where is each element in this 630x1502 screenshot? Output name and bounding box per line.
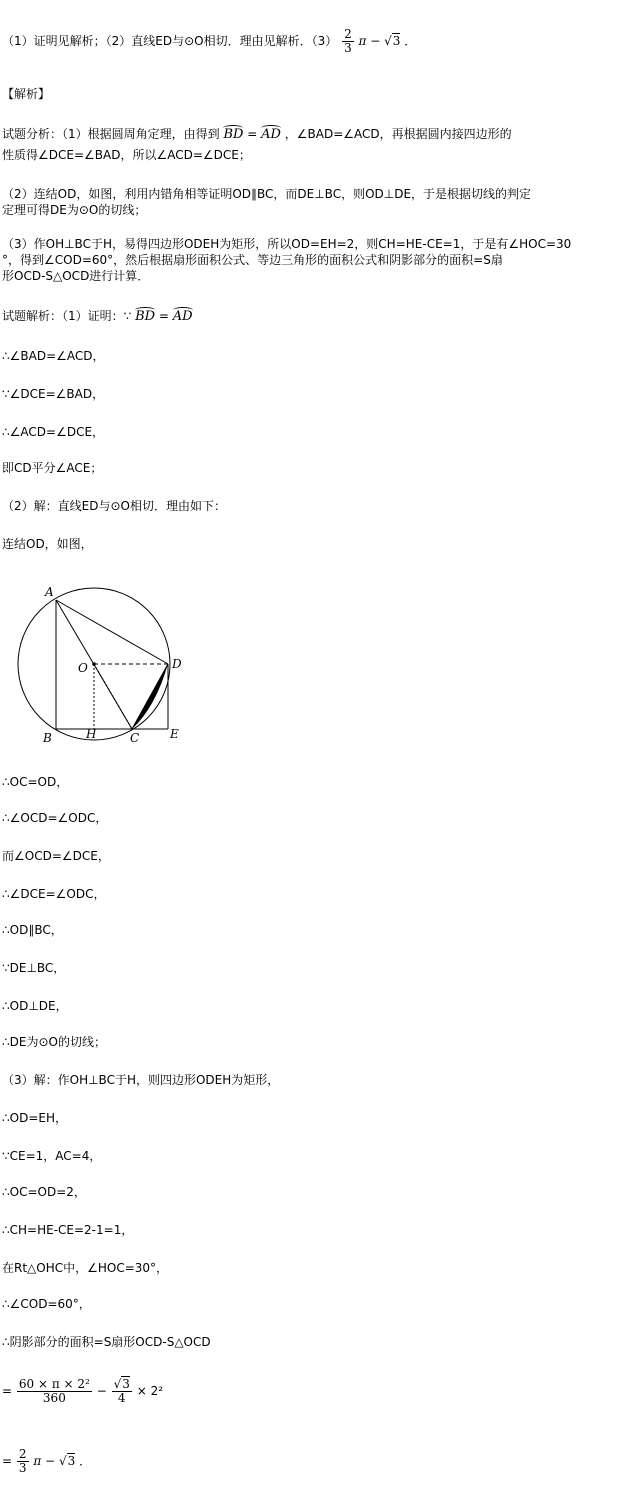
- solution-line-19: ∴OC=OD=2，: [2, 1185, 86, 1199]
- arc-eq-2: =: [155, 309, 173, 323]
- solution-line-23: ∴阴影部分的面积=S扇形OCD-S△OCD: [2, 1335, 211, 1349]
- answer-fraction-denominator: 3: [344, 41, 352, 55]
- formula-1-minus: −: [96, 1384, 107, 1398]
- analysis-line-5: （3）作OH⊥BC于H，易得四边形ODEH为矩形，所以OD=EH=2，则CH=HE-CE=1，于是有∠HOC=30: [2, 237, 572, 251]
- center-point-o: [92, 662, 96, 666]
- arc-ad-2: AD: [172, 309, 193, 324]
- analysis-line-1a: 试题分析：（1）根据圆周角定理，由得到: [2, 127, 220, 141]
- solution-line-4: ∴∠ACD=∠DCE，: [2, 425, 105, 439]
- formula-1: [2, 1378, 163, 1405]
- solution-line-9: ∴∠OCD=∠ODC，: [2, 811, 108, 825]
- analysis-line-1b: ，∠BAD=∠ACD，再根据圆内接四边形的: [284, 127, 512, 141]
- label-b: B: [43, 731, 52, 745]
- label-d: D: [172, 657, 182, 671]
- analysis-line-2: 性质得∠DCE=∠BAD，所以∠ACD=∠DCE；: [2, 148, 251, 162]
- solution-line-21: 在Rt△OHC中，∠HOC=30°，: [2, 1261, 169, 1275]
- analysis-line-3: （2）连结OD，如图，利用内错角相等证明OD∥BC，而DE⊥BC，则OD⊥DE，于是根据切线的判定: [2, 187, 532, 201]
- solution-line-7: 连结OD，如图，: [2, 537, 93, 551]
- formula-1-eq: =: [2, 1384, 13, 1398]
- label-c: C: [130, 731, 140, 745]
- solution-line-20: ∴CH=HE-CE=2-1=1，: [2, 1223, 134, 1237]
- arc-bd-2: BD: [135, 309, 156, 324]
- solution-line-5: 即CD平分∠ACE；: [2, 461, 103, 475]
- arc-equation: [223, 127, 284, 141]
- formula-1-numerator: 60 × π × 2²: [18, 1377, 90, 1391]
- label-h: H: [86, 727, 97, 741]
- answer-fraction-numerator: 2: [344, 27, 352, 41]
- answer-pi-minus: π −: [358, 34, 381, 48]
- solution-line-17: ∴OD=EH，: [2, 1111, 67, 1125]
- formula-1-fraction-2: [112, 1378, 132, 1405]
- formula-2-numerator: 2: [18, 1447, 27, 1461]
- solution-line-22: ∴∠COD=60°，: [2, 1297, 91, 1311]
- formula-2-end: ．: [79, 1454, 92, 1468]
- formula-2-sqrt: √3: [58, 1454, 76, 1468]
- formula-1-fraction: [17, 1378, 92, 1405]
- arc-ad: AD: [261, 127, 281, 142]
- solution-line-13: ∵DE⊥BC，: [2, 961, 66, 975]
- answer-fraction: [342, 28, 354, 55]
- label-e: E: [170, 727, 179, 741]
- formula-1-denominator: 360: [42, 1391, 66, 1405]
- answer-text: （1）证明见解析；（2）直线ED与⊙O相切．理由见解析．（3）: [2, 34, 338, 48]
- solution-line-15: ∴DE为⊙O的切线；: [2, 1035, 106, 1049]
- solution-line-3: ∵∠DCE=∠BAD，: [2, 387, 105, 401]
- solution-line-8: ∴OC=OD，: [2, 775, 69, 789]
- formula-1-sqrt: √3: [113, 1377, 130, 1391]
- answer-sqrt: √3: [384, 34, 401, 48]
- formula-2-eq: =: [2, 1454, 13, 1468]
- arc-bd: BD: [223, 127, 244, 142]
- solution-line-1-text: 试题解析：（1）证明：∵: [2, 309, 132, 323]
- formula-1-times: × 2²: [136, 1384, 164, 1398]
- solution-line-14: ∴OD⊥DE，: [2, 999, 68, 1013]
- solution-line-6: （2）解：直线ED与⊙O相切．理由如下：: [2, 499, 226, 513]
- geometry-figure: [0, 580, 630, 750]
- label-a: A: [45, 585, 54, 599]
- analysis-line-1: [2, 126, 512, 143]
- analysis-line-6: °，得到∠COD=60°，然后根据扇形面积公式、等边三角形的面积公式和阴影部分的面积=S扇: [2, 253, 503, 267]
- label-o: O: [78, 661, 88, 675]
- analysis-line-4: 定理可得DE为⊙O的切线；: [2, 203, 147, 217]
- solution-line-1: [2, 308, 193, 325]
- solution-line-10: 而∠OCD=∠DCE，: [2, 849, 110, 863]
- formula-2-denominator: 3: [18, 1461, 27, 1475]
- answer-line: [2, 28, 416, 55]
- solution-line-12: ∴OD∥BC，: [2, 923, 63, 937]
- segment-ad: [56, 600, 168, 664]
- formula-2: [2, 1448, 91, 1475]
- arc-eq: =: [243, 127, 262, 141]
- analysis-line-7: 形OCD-S△OCD进行计算．: [2, 269, 150, 283]
- solution-line-18: ∵CE=1，AC=4，: [2, 1149, 102, 1163]
- analysis-heading: 【解析】: [2, 87, 51, 101]
- formula-2-fraction: [17, 1448, 29, 1475]
- formula-1-denominator-2: 4: [117, 1391, 126, 1405]
- formula-2-pi-minus: π −: [33, 1454, 56, 1468]
- solution-line-11: ∴∠DCE=∠ODC，: [2, 887, 106, 901]
- answer-end: ．: [404, 34, 417, 48]
- solution-line-2: ∴∠BAD=∠ACD，: [2, 349, 105, 363]
- solution-line-16: （3）解：作OH⊥BC于H，则四边形ODEH为矩形，: [2, 1073, 280, 1087]
